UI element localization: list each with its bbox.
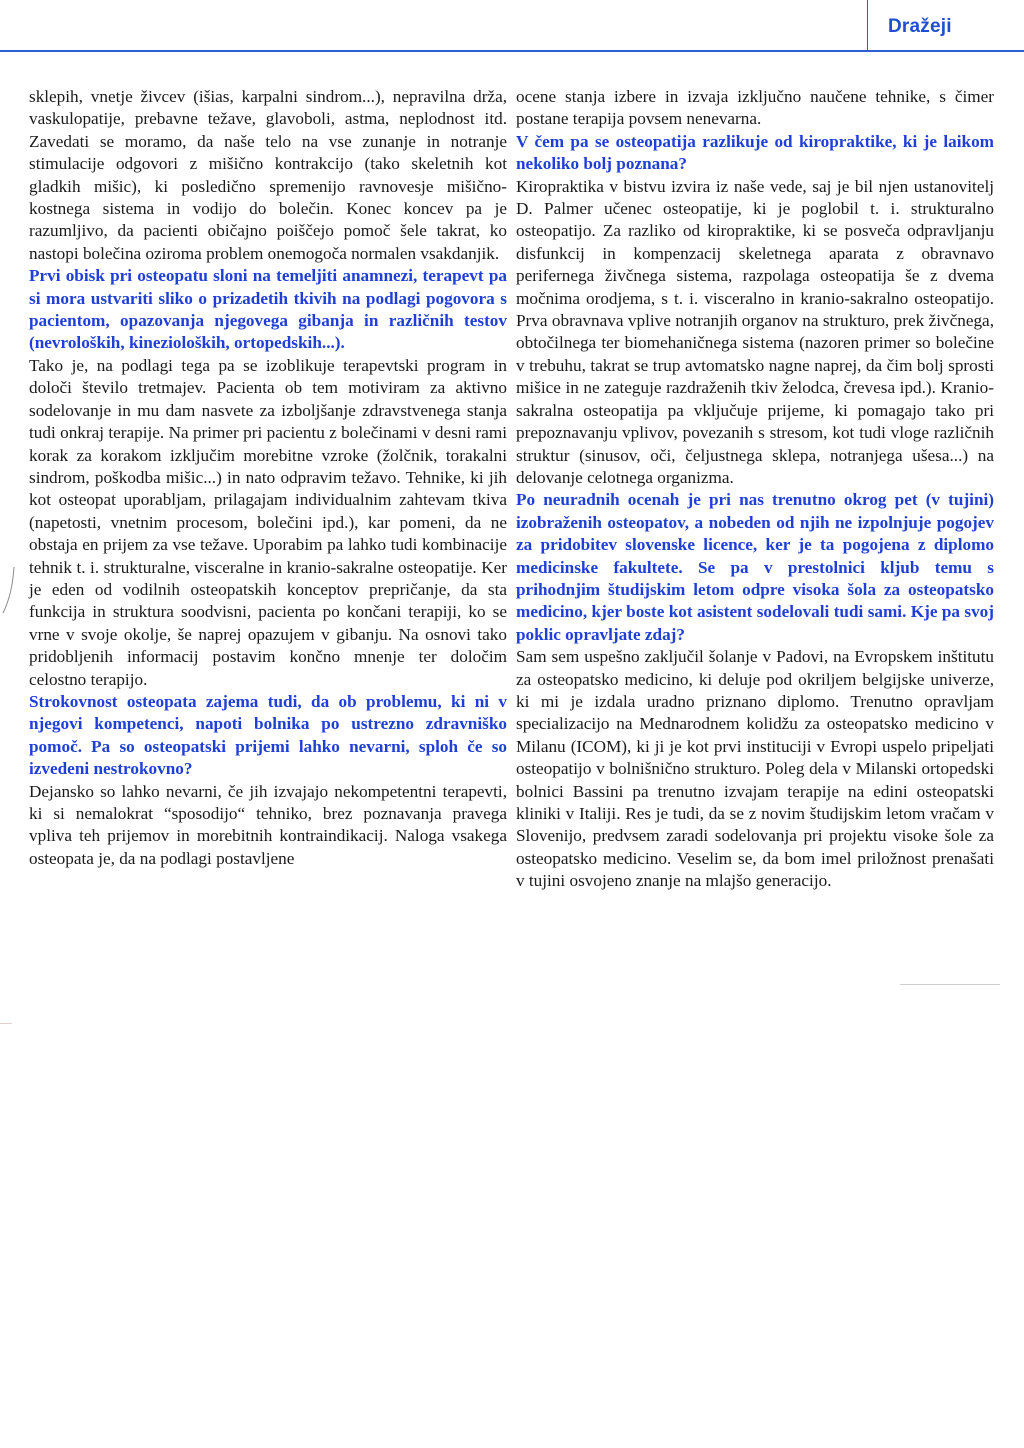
right-column [516,86,994,893]
question-paragraph: V čem pa se osteopatija razlikuje od kiropraktike, ki je laikom nekoliko bolj poznana? [516,131,994,174]
answer-paragraph: Kiropraktika v bistvu izvira iz naše vede, saj je bil njen ustanovitelj D. Palmer učenec osteopatije, ki je poglobil t. i. strukturalno osteopatijo. Za razliko od kiropraktike, ki se posveča odpravljanju disfunkcij in kompenzacij skeletnega aparata z obravnavo perifernega živčnega sistema, razpolaga osteopatija še z dvema močnima orodjema, s t. i. visceralno in kranio-sakralno osteopatijo. Prva obravnava vplive notranjih organov na strukturo, prek živčnega, obtočilnega ter biomehaničnega sistema (nazoren primer so bolečine v trebuhu, takrat se trup avtomatsko nagne naprej, da čim bolj sprosti mišice in ne zateguje razdraženih tkiv želodca, črevesa ipd.). Kranio-sakralna osteopatija pa vključuje prijeme, ki pomagajo tako pri prepoznavanju vplivov, povezanih s stresom, kot tudi vloge različnih struktur (sinusov, oči, čeljustnega sklepa, notranjega ušesa...) na delovanje celotnega organizma. [516,176,994,487]
margin-tick [0,1023,12,1024]
section-tag: Dražeji [888,16,952,37]
header-rule [0,50,1024,52]
answer-paragraph: Tako je, na podlagi tega pa se izoblikuje terapevtski program in določi število tretmajev. Pacienta ob tem motiviram za aktivno sodelovanje in mu dam nasvete za izboljšanje zdravstvenega stanja tudi onkraj terapije. Na primer pri pacientu z bolečinami v desni rami korak za korakom izključim morebitne vzroke (žolčnik, torakalni sindrom, poškodba mišic...) in nato odpravim težavo. Tehnike, ki jih kot osteopat uporabljam, prilagajam individualnim zahtevam tkiva (napetosti, vnetnim procesom, bolečini ipd.), kar pomeni, da ne obstaja en prijem za vse težave. Uporabim pa lahko tudi kombinacije tehnik t. i. strukturalne, visceralne in kranio-sakralne osteopatije. Ker je eden od vodilnih osteopatskih konceptov prepričanje, da sta funkcija in struktura soodvisni, pacienta po končani terapiji, ko se vrne v svoje okolje, še naprej opazujem v gibanju. Na osnovi tako pridobljenih informacij postavim končno mnenje ter določim celostno terapijo. [29,355,507,689]
left-column [29,86,507,870]
answer-paragraph: Dejansko so lahko nevarni, če jih izvajajo nekompetentni terapevti, ki si nemalokrat “sposodijo“ tehniko, brez poznavanja pravega vpliva teh prijemov in morebitnih kontraindikacij. Naloga vsakega osteopata je, da na podlagi postavljene [29,781,507,868]
question-paragraph: Prvi obisk pri osteopatu sloni na temeljiti anamnezi, terapevt pa si mora ustvariti sliko o prizadetih tkivih na podlagi pogovora s pacientom, opazovanja njegovega gibanja in različnih testov (nevroloških, kinezioloških, ortopedskih...). [29,266,507,353]
question-paragraph: Strokovnost osteopata zajema tudi, da ob problemu, ki ni v njegovi kompetenci, napoti bolnika po ustrezno zdravniško pomoč. Pa so osteopatski prijemi lahko nevarni, sploh če so izvedeni nestrokovno? [29,691,507,779]
margin-pencil-mark-icon [2,565,16,615]
question-paragraph: Po neuradnih ocenah je pri nas trenutno okrog pet (v tujini) izobraženih osteopatov, a nobeden od njih ne izpolnjuje pogojev za pridobitev slovenske licence, ker je ta pogojena z diplomo medicinske fakultete. Se pa v prestolnici kljub temu s prihodnjim študijskim letom odpre visoka šola za osteopatsko medicino, kjer boste kot asistent sodelovali tudi sami. Kje pa svoj poklic opravljate zdaj? [516,490,994,644]
header-vertical-divider [867,0,868,51]
end-rule [900,984,1000,985]
answer-paragraph: ocene stanja izbere in izvaja izključno naučene tehnike, s čimer postane terapija povsem nenevarna. [516,87,994,129]
answer-paragraph: Sam sem uspešno zaključil šolanje v Padovi, na Evropskem inštitutu za osteopatsko medicino, ki deluje pod okriljem belgijske univerze, ki mi je izdala uradno priznano diplomo. Trenutno opravljam specializacijo na Mednarodnem kolidžu za osteopatsko medicino v Milanu (ICOM), ki ji je kot prvi instituciji v Evropi uspelo pripeljati osteopatijo v bolnišnično strukturo. Poleg dela v Milanski ortopedski bolnici Bassini pa trenutno izvajam terapije na edini osteopatski kliniki v Italiji. Res je tudi, da se z novim študijskim letom vračam v Slovenijo, predvsem zaradi sodelovanja pri projektu visoke šole za osteopatsko medicino. Veselim se, da bom imel priložnost prenašati v tujini osvojeno znanje na mlajšo generacijo. [516,647,994,891]
answer-paragraph: sklepih, vnetje živcev (išias, karpalni sindrom...), nepravilna drža, vaskulopatije, prebavne težave, glavoboli, astma, neplodnost itd. Zavedati se moramo, da naše telo na vse zunanje in notranje stimulacije odgovori z mišično kontrakcijo (tako skeletnih kot gladkih mišic), ki posledično spremenijo ravnovesje mišično-kostnega sistema in vodijo do bolečin. Konec koncev pa je razumljivo, da pacienti običajno poiščejo pomoč šele takrat, ko nastopi bolečina oziroma problem onemogoča normalen vsakdanjik. [29,87,507,263]
